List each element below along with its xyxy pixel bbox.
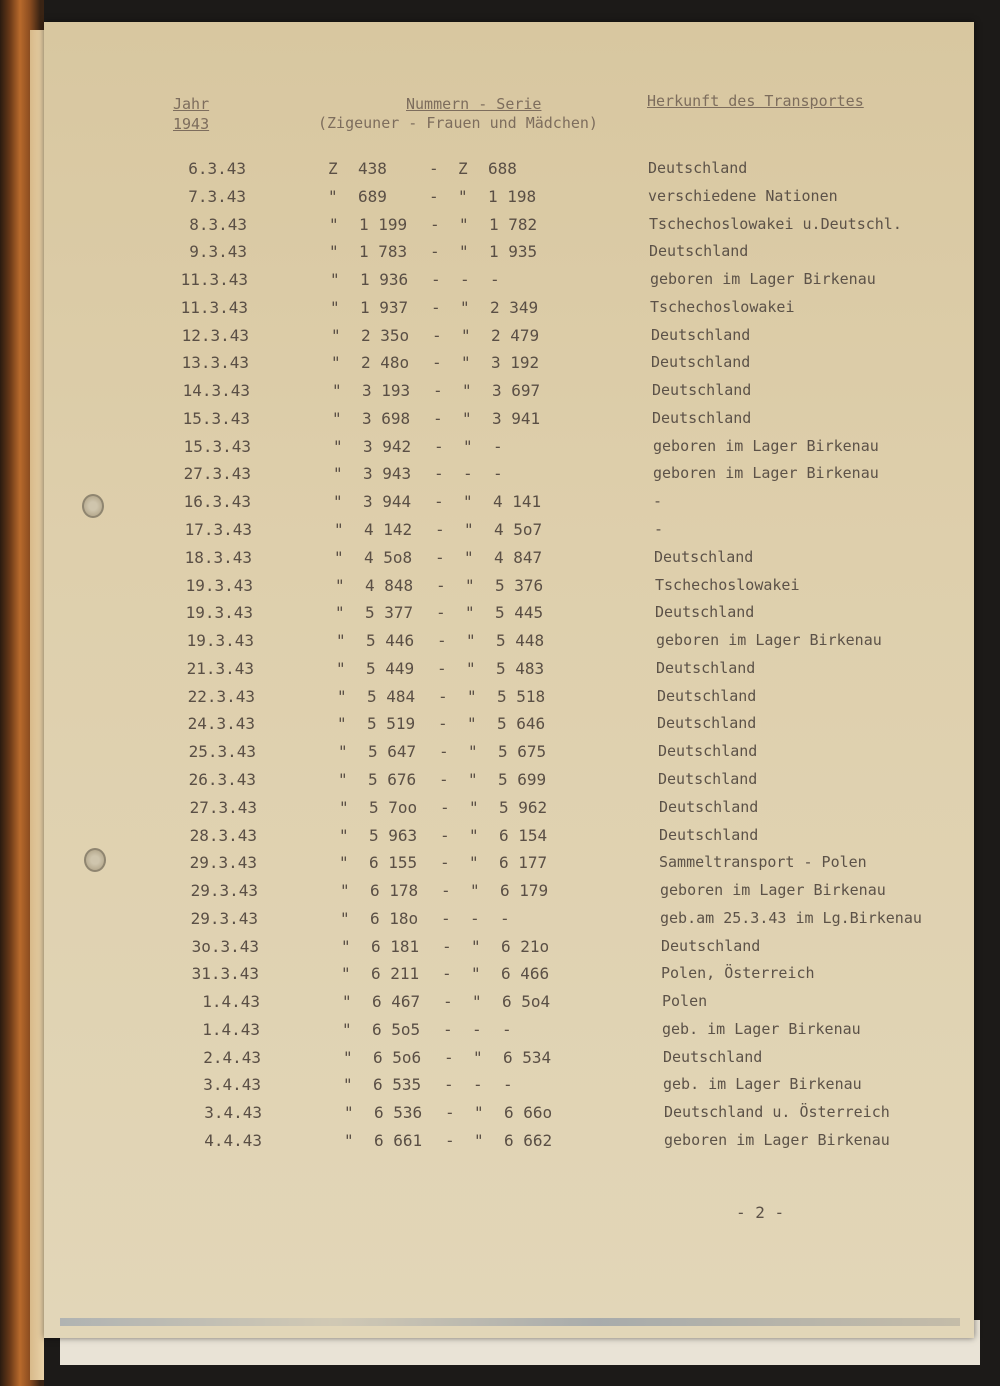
origin-column-header: Herkunft des Transportes (647, 92, 864, 110)
origin-cell: geb.am 25.3.43 im Lg.Birkenau (660, 909, 922, 927)
prefix-end-cell: " (467, 714, 477, 733)
prefix-end-cell: " (466, 631, 476, 650)
table-row (0, 242, 1000, 268)
dash-cell: - (430, 242, 440, 261)
prefix-end-cell: " (471, 937, 481, 956)
prefix-end-cell: " (467, 687, 477, 706)
table-row (0, 687, 1000, 713)
prefix-end-cell: " (460, 298, 470, 317)
number-start-cell: 5 449 (366, 659, 415, 678)
date-cell: 6.3.43 (188, 159, 246, 178)
prefix-start-cell: " (330, 270, 340, 289)
number-start-cell: 4 142 (364, 520, 413, 539)
origin-cell: Polen (662, 992, 708, 1010)
date-cell: 11.3.43 (180, 270, 248, 289)
origin-cell: geboren im Lager Birkenau (650, 270, 876, 288)
dash-cell: - (438, 687, 448, 706)
number-start-cell: 6 661 (374, 1131, 423, 1150)
origin-cell: Deutschland (657, 687, 757, 705)
dash-cell: - (435, 548, 445, 567)
number-start-cell: 5 963 (369, 826, 418, 845)
date-cell: 17.3.43 (184, 520, 252, 539)
number-start-cell: 3 944 (363, 492, 412, 511)
number-start-cell: 5 446 (366, 631, 415, 650)
table-row (0, 187, 1000, 213)
prefix-start-cell: " (334, 520, 344, 539)
number-end-cell: - (502, 1020, 512, 1039)
origin-cell: Sammeltransport - Polen (659, 853, 867, 871)
table-row (0, 937, 1000, 963)
number-end-cell: 1 198 (488, 187, 537, 206)
origin-cell: Deutschland (661, 937, 761, 955)
table-row (0, 798, 1000, 824)
table-row (0, 1131, 1000, 1157)
origin-cell: Deutschland (652, 409, 752, 427)
dash-cell: - (431, 298, 441, 317)
page-bottom-edge (60, 1318, 960, 1326)
origin-cell: geboren im Lager Birkenau (660, 881, 886, 899)
date-cell: 25.3.43 (188, 742, 256, 761)
origin-cell: Tschechoslowakei u.Deutschl. (649, 215, 902, 233)
table-row (0, 909, 1000, 935)
number-start-cell: 1 936 (360, 270, 409, 289)
prefix-start-cell: " (333, 464, 343, 483)
number-end-cell: - (493, 464, 503, 483)
number-end-cell: 688 (488, 159, 517, 178)
dash-cell: - (445, 1103, 455, 1122)
number-start-cell: 4 5o8 (364, 548, 413, 567)
table-row (0, 742, 1000, 768)
prefix-start-cell: " (340, 881, 350, 900)
origin-cell: Deutschland (649, 242, 749, 260)
table-row (0, 270, 1000, 296)
table-row (0, 826, 1000, 852)
prefix-start-cell: " (331, 326, 341, 345)
prefix-start-cell: " (337, 687, 347, 706)
origin-cell: Deutschland (655, 603, 755, 621)
prefix-end-cell: " (459, 215, 469, 234)
prefix-start-cell: " (333, 492, 343, 511)
date-cell: 14.3.43 (182, 381, 250, 400)
origin-cell: Deutschland (652, 381, 752, 399)
number-end-cell: 3 941 (492, 409, 541, 428)
number-start-cell: 5 519 (367, 714, 416, 733)
prefix-end-cell: " (470, 881, 480, 900)
number-end-cell: 5 675 (498, 742, 547, 761)
prefix-start-cell: " (332, 409, 342, 428)
prefix-end-cell: " (465, 603, 475, 622)
table-row (0, 215, 1000, 241)
number-start-cell: 689 (358, 187, 387, 206)
origin-cell: Tschechoslowakei (655, 576, 800, 594)
dash-cell: - (443, 992, 453, 1011)
origin-cell: Polen, Österreich (661, 964, 815, 982)
table-row (0, 1020, 1000, 1046)
number-end-cell: 6 534 (503, 1048, 552, 1067)
table-row (0, 1075, 1000, 1101)
origin-cell: Deutschland (656, 659, 756, 677)
dash-cell: - (442, 937, 452, 956)
number-end-cell: 6 154 (499, 826, 548, 845)
date-cell: 2.4.43 (203, 1048, 261, 1067)
dash-cell: - (436, 603, 446, 622)
dash-cell: - (429, 187, 439, 206)
origin-cell: geb. im Lager Birkenau (663, 1075, 862, 1093)
date-cell: 29.3.43 (190, 909, 258, 928)
date-cell: 15.3.43 (182, 409, 250, 428)
prefix-end-cell: " (461, 353, 471, 372)
prefix-start-cell: " (331, 353, 341, 372)
prefix-start-cell: " (339, 798, 349, 817)
dash-cell: - (442, 964, 452, 983)
number-end-cell: 5 699 (498, 770, 547, 789)
table-row (0, 1103, 1000, 1129)
table-row (0, 659, 1000, 685)
date-cell: 7.3.43 (188, 187, 246, 206)
number-start-cell: 1 199 (359, 215, 408, 234)
origin-cell: geboren im Lager Birkenau (653, 464, 879, 482)
date-cell: 16.3.43 (183, 492, 251, 511)
date-cell: 1.4.43 (202, 1020, 260, 1039)
number-end-cell: 6 466 (501, 964, 550, 983)
table-row (0, 770, 1000, 796)
prefix-start-cell: " (341, 964, 351, 983)
prefix-start-cell: " (344, 1131, 354, 1150)
prefix-start-cell: " (343, 1048, 353, 1067)
table-row (0, 492, 1000, 518)
prefix-start-cell: " (338, 742, 348, 761)
number-end-cell: - (493, 437, 503, 456)
dash-cell: - (432, 326, 442, 345)
series-column-header: Nummern - Serie (406, 95, 542, 113)
table-row (0, 992, 1000, 1018)
date-cell: 3o.3.43 (191, 937, 259, 956)
number-start-cell: 6 5o5 (372, 1020, 421, 1039)
dash-cell: - (441, 909, 451, 928)
number-start-cell: 438 (358, 159, 387, 178)
prefix-end-cell: Z (458, 159, 468, 178)
origin-cell: Deutschland (651, 353, 751, 371)
number-end-cell: 6 21o (501, 937, 550, 956)
table-row (0, 881, 1000, 907)
dash-cell: - (444, 1048, 454, 1067)
dash-cell: - (434, 492, 444, 511)
origin-cell: Deutschland (663, 1048, 763, 1066)
number-end-cell: 2 479 (491, 326, 540, 345)
date-cell: 19.3.43 (186, 631, 254, 650)
date-cell: 13.3.43 (181, 353, 249, 372)
prefix-end-cell: " (466, 659, 476, 678)
number-end-cell: 4 847 (494, 548, 543, 567)
number-end-cell: 5 376 (495, 576, 544, 595)
prefix-end-cell: " (464, 520, 474, 539)
prefix-start-cell: " (328, 187, 338, 206)
prefix-end-cell: " (472, 992, 482, 1011)
number-start-cell: 6 211 (371, 964, 420, 983)
date-cell: 12.3.43 (181, 326, 249, 345)
page-number: - 2 - (736, 1203, 785, 1222)
dash-cell: - (443, 1020, 453, 1039)
number-start-cell: 6 181 (371, 937, 420, 956)
dash-cell: - (438, 714, 448, 733)
date-cell: 19.3.43 (185, 603, 253, 622)
dash-cell: - (445, 1131, 455, 1150)
number-start-cell: 4 848 (365, 576, 414, 595)
date-cell: 21.3.43 (186, 659, 254, 678)
number-start-cell: 5 7oo (369, 798, 418, 817)
dash-cell: - (436, 576, 446, 595)
dash-cell: - (433, 409, 443, 428)
table-row (0, 353, 1000, 379)
prefix-start-cell: " (333, 437, 343, 456)
number-end-cell: 5 518 (497, 687, 546, 706)
prefix-end-cell: " (464, 548, 474, 567)
prefix-start-cell: " (335, 603, 345, 622)
dash-cell: - (431, 270, 441, 289)
table-row (0, 548, 1000, 574)
date-cell: 29.3.43 (189, 853, 257, 872)
number-end-cell: 6 5o4 (502, 992, 551, 1011)
date-cell: 28.3.43 (189, 826, 257, 845)
date-cell: 18.3.43 (184, 548, 252, 567)
number-start-cell: 3 943 (363, 464, 412, 483)
prefix-end-cell: " (469, 853, 479, 872)
date-cell: 3.4.43 (203, 1075, 261, 1094)
number-end-cell: 3 192 (491, 353, 540, 372)
prefix-end-cell: " (469, 826, 479, 845)
date-cell: 19.3.43 (185, 576, 253, 595)
prefix-end-cell: - (463, 464, 473, 483)
origin-cell: Deutschland (658, 770, 758, 788)
table-row (0, 464, 1000, 490)
number-start-cell: 6 155 (369, 853, 418, 872)
prefix-end-cell: " (474, 1103, 484, 1122)
table-row (0, 159, 1000, 185)
number-start-cell: 2 35o (361, 326, 410, 345)
number-end-cell: - (503, 1075, 513, 1094)
number-end-cell: 1 782 (489, 215, 538, 234)
prefix-start-cell: " (336, 631, 346, 650)
number-start-cell: 3 942 (363, 437, 412, 456)
year-column-value: 1943 (173, 115, 210, 133)
dash-cell: - (444, 1075, 454, 1094)
dash-cell: - (441, 881, 451, 900)
date-cell: 29.3.43 (190, 881, 258, 900)
dash-cell: - (440, 853, 450, 872)
prefix-start-cell: " (343, 1075, 353, 1094)
origin-cell: Deutschland (659, 826, 759, 844)
table-row (0, 631, 1000, 657)
prefix-start-cell: " (337, 714, 347, 733)
date-cell: 31.3.43 (191, 964, 259, 983)
prefix-start-cell: " (339, 826, 349, 845)
number-start-cell: 1 783 (359, 242, 408, 261)
number-start-cell: 2 48o (361, 353, 410, 372)
prefix-start-cell: " (329, 242, 339, 261)
origin-cell: Deutschland u. Österreich (664, 1103, 890, 1121)
prefix-start-cell: " (339, 853, 349, 872)
dash-cell: - (437, 659, 447, 678)
prefix-start-cell: " (342, 992, 352, 1011)
number-end-cell: 1 935 (489, 242, 538, 261)
number-end-cell: 3 697 (492, 381, 541, 400)
number-start-cell: 1 937 (360, 298, 409, 317)
number-start-cell: 6 535 (373, 1075, 422, 1094)
number-end-cell: 6 177 (499, 853, 548, 872)
origin-cell: Deutschland (654, 548, 754, 566)
prefix-end-cell: - (472, 1020, 482, 1039)
number-start-cell: 3 193 (362, 381, 411, 400)
prefix-start-cell: Z (328, 159, 338, 178)
date-cell: 4.4.43 (204, 1131, 262, 1150)
number-end-cell: 2 349 (490, 298, 539, 317)
prefix-end-cell: " (468, 742, 478, 761)
number-start-cell: 6 5o6 (373, 1048, 422, 1067)
number-end-cell: - (490, 270, 500, 289)
year-column-header: Jahr (173, 95, 210, 113)
origin-cell: Tschechoslowakei (650, 298, 795, 316)
prefix-start-cell: " (341, 937, 351, 956)
date-cell: 24.3.43 (187, 714, 255, 733)
table-row (0, 714, 1000, 740)
number-end-cell: 5 445 (495, 603, 544, 622)
origin-cell: - (653, 492, 663, 510)
prefix-end-cell: " (474, 1131, 484, 1150)
number-start-cell: 6 18o (370, 909, 419, 928)
prefix-start-cell: " (334, 548, 344, 567)
prefix-start-cell: " (340, 909, 350, 928)
number-start-cell: 6 467 (372, 992, 421, 1011)
table-row (0, 1048, 1000, 1074)
dash-cell: - (433, 381, 443, 400)
prefix-end-cell: " (468, 770, 478, 789)
prefix-end-cell: " (459, 242, 469, 261)
number-start-cell: 5 647 (368, 742, 417, 761)
dash-cell: - (440, 826, 450, 845)
origin-cell: geboren im Lager Birkenau (656, 631, 882, 649)
prefix-end-cell: " (462, 409, 472, 428)
table-row (0, 576, 1000, 602)
table-row (0, 326, 1000, 352)
dash-cell: - (432, 353, 442, 372)
prefix-end-cell: " (473, 1048, 483, 1067)
prefix-end-cell: " (465, 576, 475, 595)
origin-cell: Deutschland (648, 159, 748, 177)
dash-cell: - (437, 631, 447, 650)
prefix-start-cell: " (330, 298, 340, 317)
prefix-start-cell: " (335, 576, 345, 595)
date-cell: 27.3.43 (189, 798, 257, 817)
prefix-end-cell: " (462, 381, 472, 400)
number-end-cell: 6 179 (500, 881, 549, 900)
number-end-cell: 5 483 (496, 659, 545, 678)
prefix-end-cell: " (463, 437, 473, 456)
origin-cell: Deutschland (659, 798, 759, 816)
prefix-start-cell: " (332, 381, 342, 400)
number-start-cell: 6 178 (370, 881, 419, 900)
origin-cell: Deutschland (657, 714, 757, 732)
prefix-end-cell: " (461, 326, 471, 345)
origin-cell: Deutschland (651, 326, 751, 344)
number-start-cell: 5 484 (367, 687, 416, 706)
number-end-cell: 4 5o7 (494, 520, 543, 539)
date-cell: 22.3.43 (187, 687, 255, 706)
date-cell: 1.4.43 (202, 992, 260, 1011)
date-cell: 9.3.43 (189, 242, 247, 261)
origin-cell: geboren im Lager Birkenau (664, 1131, 890, 1149)
number-end-cell: 6 66o (504, 1103, 553, 1122)
dash-cell: - (434, 437, 444, 456)
series-column-subheader: (Zigeuner - Frauen und Mädchen) (318, 114, 598, 132)
number-end-cell: 5 962 (499, 798, 548, 817)
date-cell: 11.3.43 (180, 298, 248, 317)
origin-cell: geb. im Lager Birkenau (662, 1020, 861, 1038)
number-start-cell: 5 676 (368, 770, 417, 789)
prefix-end-cell: " (469, 798, 479, 817)
dash-cell: - (429, 159, 439, 178)
number-end-cell: - (500, 909, 510, 928)
number-end-cell: 4 141 (493, 492, 542, 511)
prefix-end-cell: " (458, 187, 468, 206)
origin-cell: verschiedene Nationen (648, 187, 838, 205)
table-row (0, 603, 1000, 629)
number-end-cell: 5 448 (496, 631, 545, 650)
date-cell: 27.3.43 (183, 464, 251, 483)
prefix-start-cell: " (336, 659, 346, 678)
table-row (0, 853, 1000, 879)
date-cell: 26.3.43 (188, 770, 256, 789)
table-row (0, 381, 1000, 407)
table-row (0, 964, 1000, 990)
dash-cell: - (439, 770, 449, 789)
dash-cell: - (434, 464, 444, 483)
origin-cell: Deutschland (658, 742, 758, 760)
dash-cell: - (435, 520, 445, 539)
prefix-start-cell: " (329, 215, 339, 234)
origin-cell: geboren im Lager Birkenau (653, 437, 879, 455)
prefix-end-cell: - (473, 1075, 483, 1094)
prefix-end-cell: " (471, 964, 481, 983)
dash-cell: - (440, 798, 450, 817)
prefix-start-cell: " (342, 1020, 352, 1039)
number-start-cell: 5 377 (365, 603, 414, 622)
prefix-start-cell: " (338, 770, 348, 789)
table-row (0, 409, 1000, 435)
origin-cell: - (654, 520, 664, 538)
date-cell: 3.4.43 (204, 1103, 262, 1122)
prefix-start-cell: " (344, 1103, 354, 1122)
prefix-end-cell: - (470, 909, 480, 928)
table-row (0, 298, 1000, 324)
table-row (0, 437, 1000, 463)
prefix-end-cell: - (460, 270, 470, 289)
dash-cell: - (430, 215, 440, 234)
date-cell: 8.3.43 (189, 215, 247, 234)
dash-cell: - (439, 742, 449, 761)
number-end-cell: 5 646 (497, 714, 546, 733)
table-row (0, 520, 1000, 546)
number-start-cell: 3 698 (362, 409, 411, 428)
number-end-cell: 6 662 (504, 1131, 553, 1150)
prefix-end-cell: " (463, 492, 473, 511)
date-cell: 15.3.43 (183, 437, 251, 456)
number-start-cell: 6 536 (374, 1103, 423, 1122)
